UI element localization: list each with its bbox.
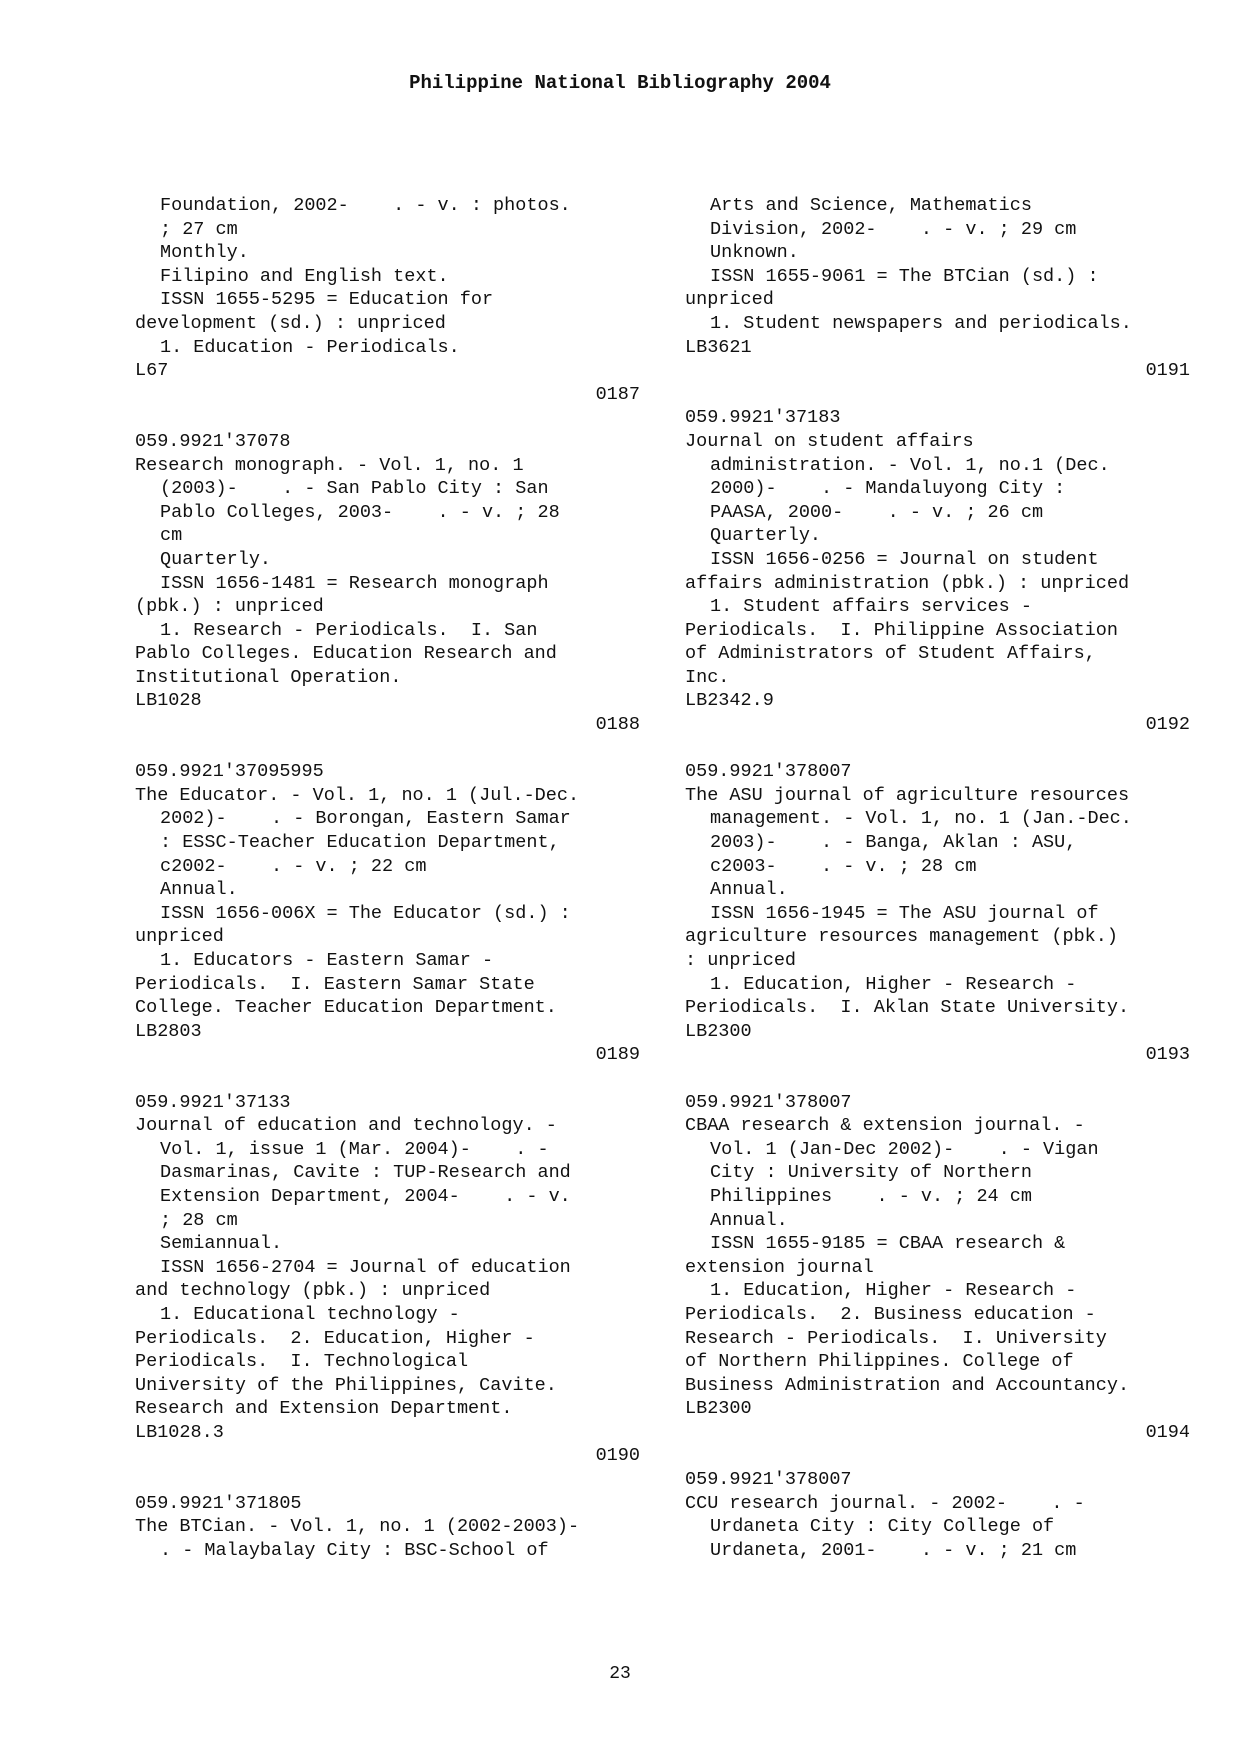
entry-line: Quarterly. [160, 548, 272, 570]
entry-line: Annual. [710, 1209, 788, 1231]
entry-line: 059.9921'37095995 [135, 761, 324, 783]
entry-line: The BTCian. - Vol. 1, no. 1 (2002-2003)- [135, 1516, 580, 1538]
entry-line: 059.9921'378007 [685, 761, 852, 783]
entry-line: of Administrators of Student Affairs, [685, 643, 1096, 665]
entry-line: LB2803 [135, 1020, 202, 1042]
entry-line: c2003- . - v. ; 28 cm [710, 855, 977, 877]
entry-number: 0187 [595, 383, 640, 405]
entry-line: The Educator. - Vol. 1, no. 1 (Jul.-Dec. [135, 784, 580, 806]
entry-line: Annual. [710, 879, 788, 901]
entry-line: ISSN 1655-9185 = CBAA research & [710, 1233, 1066, 1255]
entry-line: administration. - Vol. 1, no.1 (Dec. [710, 454, 1110, 476]
entry-line: 059.9921'37078 [135, 430, 291, 452]
entry-line: cm [160, 525, 183, 547]
entry-line: Arts and Science, Mathematics [710, 195, 1032, 216]
entry-line: 059.9921'37133 [135, 1091, 291, 1113]
bibliography-entry [685, 1091, 1190, 1445]
bibliography-entry [685, 1468, 1190, 1562]
entry-line: 059.9921'378007 [685, 1469, 852, 1491]
entry-line: LB2300 [685, 1020, 752, 1042]
bibliography-entry [135, 1492, 640, 1563]
bibliography-entry [685, 194, 1190, 383]
entry-line: Philippines . - v. ; 24 cm [710, 1185, 1032, 1207]
entry-line: LB3621 [685, 336, 752, 358]
bibliography-entry [135, 760, 640, 1067]
entry-line: unpriced [685, 289, 774, 311]
entry-line: 059.9921'371805 [135, 1492, 302, 1514]
entry-line: College. Teacher Education Department. [135, 997, 557, 1019]
entry-line: Research and Extension Department. [135, 1398, 513, 1420]
entry-line: Vol. 1, issue 1 (Mar. 2004)- . - [160, 1138, 549, 1160]
entry-number: 0188 [595, 714, 640, 736]
entry-line: Urdaneta City : City College of [710, 1516, 1055, 1538]
entry-line: Research monograph. - Vol. 1, no. 1 [135, 454, 524, 476]
bibliography-entry [685, 760, 1190, 1067]
entry-line: 2003)- . - Banga, Aklan : ASU, [710, 832, 1077, 854]
entry-line: Vol. 1 (Jan-Dec 2002)- . - Vigan [710, 1138, 1099, 1160]
entry-number: 0189 [595, 1044, 640, 1066]
entry-line: ISSN 1656-2704 = Journal of education [160, 1256, 571, 1278]
entry-line: LB2300 [685, 1398, 752, 1420]
entry-line: Research - Periodicals. I. University [685, 1327, 1107, 1349]
entry-line: of Northern Philippines. College of [685, 1351, 1074, 1373]
entry-line: ISSN 1656-1945 = The ASU journal of [710, 902, 1099, 924]
entry-line: Periodicals. I. Philippine Association [685, 619, 1118, 641]
entry-line: 1. Student affairs services - [710, 596, 1032, 618]
entry-line: 1. Education - Periodicals. [160, 336, 460, 358]
entry-line: 1. Student newspapers and periodicals. [710, 312, 1132, 334]
entry-line: Institutional Operation. [135, 666, 402, 688]
left-column [135, 194, 640, 1562]
entry-line: unpriced [135, 926, 224, 948]
entry-line: Periodicals. I. Technological [135, 1351, 469, 1373]
entry-line: Dasmarinas, Cavite : TUP-Research and [160, 1162, 571, 1184]
page-number: 23 [609, 1664, 631, 1684]
entry-line: Periodicals. I. Eastern Samar State [135, 973, 535, 995]
bibliography-entry [135, 194, 640, 406]
entry-line: ISSN 1656-0256 = Journal on student [710, 548, 1099, 570]
entry-line: 059.9921'378007 [685, 1091, 852, 1113]
entry-line: ; 28 cm [160, 1209, 238, 1231]
entry-number: 0191 [1145, 360, 1190, 382]
entry-line: : unpriced [685, 950, 797, 971]
entry-line: Pablo Colleges, 2003- . - v. ; 28 [160, 501, 560, 523]
bibliography-entry [135, 1091, 640, 1469]
entry-line: 2002)- . - Borongan, Eastern Samar [160, 808, 571, 830]
entry-line: Periodicals. 2. Education, Higher - [135, 1327, 535, 1349]
entry-line: Division, 2002- . - v. ; 29 cm [710, 218, 1077, 240]
entry-line: Periodicals. I. Aklan State University. [685, 997, 1130, 1019]
entry-line: ISSN 1655-5295 = Education for [160, 289, 494, 311]
entry-line: Filipino and English text. [160, 265, 449, 287]
entry-number: 0192 [1145, 714, 1190, 736]
entry-line: Unknown. [710, 242, 799, 264]
entry-line: . - Malaybalay City : BSC-School of [160, 1539, 549, 1561]
bibliography-entry [685, 406, 1190, 736]
entry-line: (2003)- . - San Pablo City : San [160, 478, 549, 500]
entry-line: 1. Research - Periodicals. I. San [160, 619, 538, 641]
entry-line: Journal of education and technology. - [135, 1115, 557, 1137]
entry-line: 059.9921'37183 [685, 407, 841, 429]
entry-number: 0194 [1145, 1421, 1190, 1443]
entry-line: ISSN 1656-006X = The Educator (sd.) : [160, 902, 571, 924]
entry-line: and technology (pbk.) : unpriced [135, 1280, 491, 1302]
right-column [685, 194, 1190, 1562]
entry-line: City : University of Northern [710, 1162, 1032, 1184]
entry-line: Business Administration and Accountancy. [685, 1374, 1130, 1396]
entry-line: Foundation, 2002- . - v. : photos. [160, 195, 571, 216]
entry-line: management. - Vol. 1, no. 1 (Jan.-Dec. [710, 808, 1132, 830]
entry-line: extension journal [685, 1256, 874, 1278]
bibliography-entry [135, 430, 640, 737]
entry-line: CCU research journal. - 2002- . - [685, 1492, 1085, 1514]
entry-line: Urdaneta, 2001- . - v. ; 21 cm [710, 1539, 1077, 1561]
entry-line: Monthly. [160, 242, 249, 264]
entry-line: L67 [135, 360, 169, 382]
entry-line: ISSN 1656-1481 = Research monograph [160, 572, 549, 594]
entry-line: Semiannual. [160, 1233, 283, 1255]
entry-line: 1. Educators - Eastern Samar - [160, 950, 494, 971]
entry-line: ; 27 cm [160, 218, 238, 240]
entry-line: affairs administration (pbk.) : unpriced [685, 572, 1130, 594]
entry-line: agriculture resources management (pbk.) [685, 926, 1118, 948]
entry-line: (pbk.) : unpriced [135, 596, 324, 618]
entry-line: 2000)- . - Mandaluyong City : [710, 478, 1066, 500]
entry-line: ISSN 1655-9061 = The BTCian (sd.) : [710, 265, 1099, 287]
entry-line: c2002- . - v. ; 22 cm [160, 855, 427, 877]
entry-line: Journal on student affairs [685, 430, 974, 452]
entry-line: LB1028.3 [135, 1421, 224, 1443]
entry-line: CBAA research & extension journal. - [685, 1115, 1085, 1137]
entry-line: The ASU journal of agriculture resources [685, 784, 1130, 806]
entry-line: LB2342.9 [685, 690, 774, 712]
entry-line: Quarterly. [710, 525, 822, 547]
entry-line: Pablo Colleges. Education Research and [135, 643, 557, 665]
entry-number: 0193 [1145, 1044, 1190, 1066]
entry-line: 1. Education, Higher - Research - [710, 1280, 1077, 1302]
entry-line: : ESSC-Teacher Education Department, [160, 832, 560, 854]
entry-line: Annual. [160, 879, 238, 901]
entry-line: Periodicals. 2. Business education - [685, 1303, 1096, 1325]
entry-line: Extension Department, 2004- . - v. [160, 1185, 571, 1207]
entry-line: development (sd.) : unpriced [135, 312, 446, 334]
entry-line: PAASA, 2000- . - v. ; 26 cm [710, 501, 1044, 523]
entry-line: LB1028 [135, 690, 202, 712]
entry-line: Inc. [685, 666, 730, 688]
entry-line: 1. Education, Higher - Research - [710, 973, 1077, 995]
entry-number: 0190 [595, 1445, 640, 1467]
entry-line: 1. Educational technology - [160, 1303, 460, 1325]
entry-line: University of the Philippines, Cavite. [135, 1374, 557, 1396]
page-title: Philippine National Bibliography 2004 [409, 72, 831, 94]
